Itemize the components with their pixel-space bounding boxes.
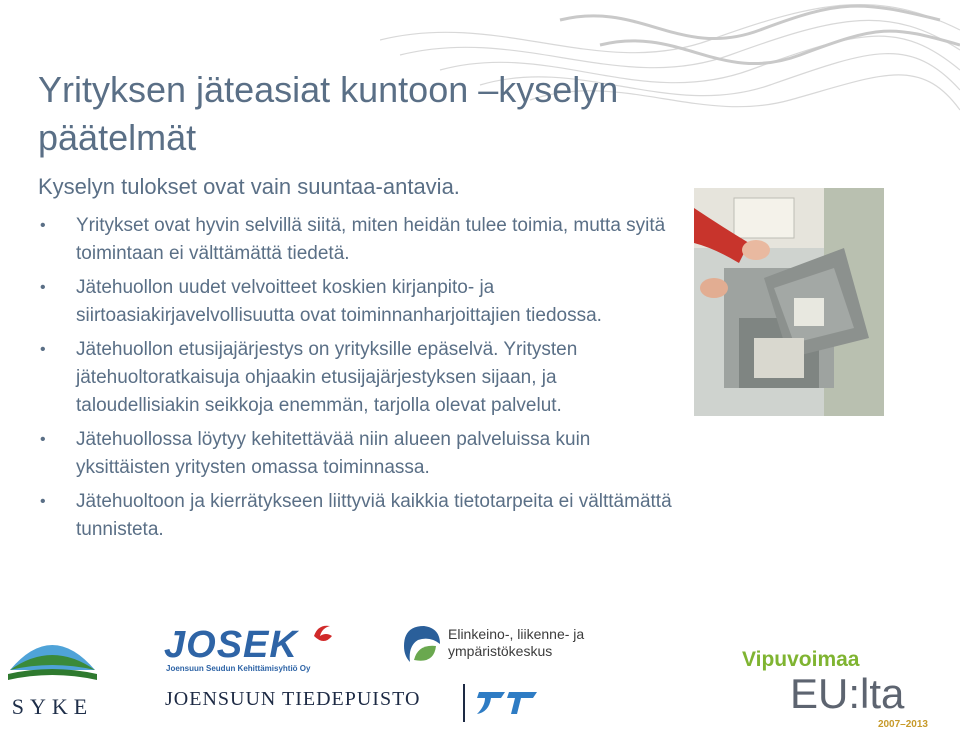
recycling-bins-photo	[694, 188, 884, 416]
slide-subtitle: Kyselyn tulokset ovat vain suuntaa-antavia.	[38, 174, 460, 199]
bullet-item	[38, 212, 678, 268]
bullet-text: Jätehuollon uudet velvoitteet koskien kirjanpito- ja siirtoasiakirjavelvollisuutta ovat toiminnanharjoittajien tiedossa.	[76, 277, 602, 326]
bullet-item	[38, 426, 678, 482]
bullet-icon: •	[40, 341, 46, 358]
josek-wordmark: JOSEK	[164, 624, 298, 666]
tiedepuisto-wordmark: JOENSUUN TIEDEPUISTO	[165, 688, 421, 710]
bullet-text: Jätehuollossa löytyy kehitettävää niin alueen palveluissa kuin yksittäisten yritysten omassa toiminnassa.	[76, 429, 591, 478]
bullet-item	[38, 274, 678, 330]
syke-logo	[0, 630, 105, 720]
syke-wordmark: SYKE	[11, 694, 94, 719]
program-years: 2007–2013	[877, 719, 928, 730]
slide-title: Yrityksen jäteasiat kuntoon –kyselyn päätelmät	[38, 69, 619, 158]
bullet-icon: •	[40, 493, 46, 510]
bullet-icon: •	[40, 217, 46, 234]
josek-subtitle: Joensuun Seudun Kehittämisyhtiö Oy	[166, 664, 311, 673]
ely-wordmark: Elinkeino-, liikenne- ja ympäristökeskus	[448, 626, 585, 659]
bullet-list	[38, 212, 678, 550]
bullet-item	[38, 488, 678, 544]
vipuvoimaa-wordmark: Vipuvoimaa	[742, 648, 860, 671]
bullet-text: Yritykset ovat hyvin selvillä siitä, miten heidän tulee toimia, mutta syitä toimintaan ei välttämättä tiedetä.	[76, 215, 666, 264]
eu-wordmark: EU:lta	[790, 670, 905, 717]
jt-emblem-icon	[475, 688, 539, 716]
vipuvoimaa-eu-logo	[742, 648, 942, 730]
ely-emblem-icon	[400, 622, 444, 670]
bullet-text: Jätehuoltoon ja kierrätykseen liittyviä kaikkia tietotarpeita ei välttämättä tunnisteta.	[76, 491, 672, 540]
logo-divider	[463, 684, 465, 722]
ely-logo	[400, 622, 600, 672]
bullet-item	[38, 336, 678, 420]
bullet-icon: •	[40, 431, 46, 448]
bullet-icon: •	[40, 279, 46, 296]
syke-emblem-icon	[0, 630, 105, 690]
tiedepuisto-logo	[165, 684, 545, 724]
josek-swirl-icon	[310, 622, 336, 648]
bullet-text: Jätehuollon etusijajärjestys on yrityksille epäselvä. Yritysten jätehuoltoratkaisuja ohjaakin etusijajärjestyksen sijaan, ja taloudellisiakin seikkoja enemmän, tarjolla olevat palvelut.	[76, 339, 578, 416]
josek-logo	[160, 620, 340, 676]
